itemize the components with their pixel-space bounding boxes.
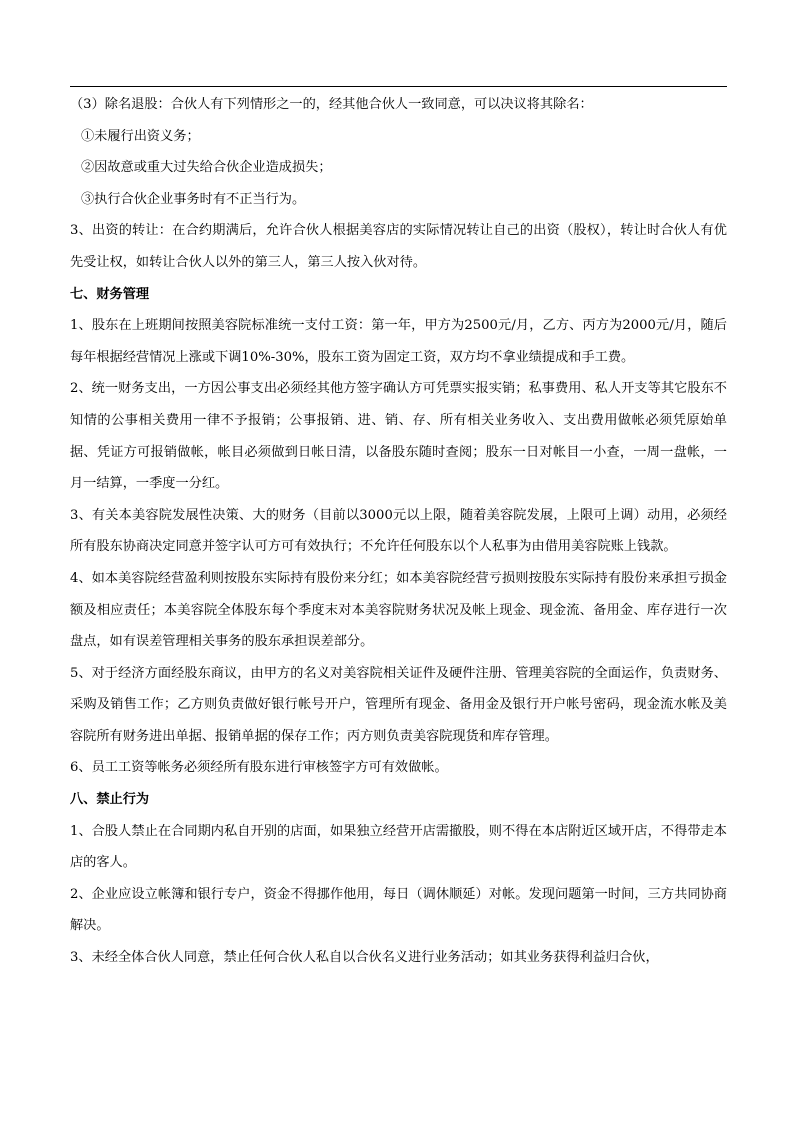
finance-clause-5: 5、对于经济方面经股东商议，由甲方的名义对美容院相关证件及硬件注册、管理美容院的全面运作，负责财务、采购及销售工作；乙方则负责做好银行帐号开户，管理所有现金、备用金及银行开户帐号密码，现金流水帐及美容院所有财务进出单据、报销单据的保存工作；丙方则负责美容院现货和库存管理。 — [70, 665, 727, 744]
capital-transfer-clause: 3、出资的转让：在合约期满后，允许合伙人根据美容店的实际情况转让自己的出资（股权），转让时合伙人有优先受让权，如转让合伙人以外的第三人，第三人按入伙对待。 — [70, 223, 727, 270]
removal-item-3: ③执行合伙企业事务时有不正当行为。 — [81, 191, 306, 207]
removal-clause: （3）除名退股：合伙人有下列情形之一的，经其他合伙人一致同意，可以决议将其除名： — [70, 97, 593, 112]
finance-clause-1: 1、股东在上班期间按照美容院标准统一支付工资：第一年，甲方为2500元/月，乙方、丙方为2000元/月，随后每年根据经营情况上涨或下调10%-30%，股东工资为固定工资，双方均不拿业绩提成和手工费。 — [70, 318, 727, 365]
header-rule — [70, 86, 727, 87]
removal-item-1: ①未履行出资义务； — [81, 128, 200, 144]
finance-clause-2: 2、统一财务支出，一方因公事支出必须经其他方签字确认方可凭票实报实销；私事费用、私人开支等其它股东不知情的公事相关费用一律不予报销；公事报销、进、销、存、所有相关业务收入、支出费用做帐必须凭原始单据、凭证方可报销做帐，帐目必须做到日帐日清，以备股东随时查阅；股东一日对帐目一小查，一周一盘帐，一月一结算，一季度一分红。 — [70, 381, 727, 492]
prohibited-clause-3: 3、未经全体合伙人同意，禁止任何合伙人私自以合伙名义进行业务活动；如其业务获得利益归合伙， — [70, 950, 659, 966]
prohibited-clause-2: 2、企业应设立帐簿和银行专户，资金不得挪作他用，每日（调休顺延）对帐。发现问题第一时间，三方共同协商解决。 — [70, 886, 727, 934]
section-heading-finance: 七、财务管理 — [70, 286, 150, 302]
finance-clause-6: 6、员工工资等帐务必须经所有股东进行审核签字方可有效做帐。 — [70, 760, 448, 776]
document-body — [70, 89, 727, 974]
finance-clause-4: 4、如本美容院经营盈利则按股东实际持有股份来分红；如本美容院经营亏损则按股东实际持有股份来承担亏损金额及相应责任；本美容院全体股东每个季度末对本美容院财务状况及帐上现金、现金流、备用金、库存进行一次盘点，如有误差管理相关事务的股东承担误差部分。 — [70, 570, 727, 650]
section-heading-prohibited: 八、禁止行为 — [70, 792, 150, 808]
finance-clause-3: 3、有关本美容院发展性决策、大的财务（目前以3000元以上限，随着美容院发展，上限可上调）动用，必须经所有股东协商决定同意并签字认可方可有效执行；不允许任何股东以个人私事为由借用美容院账上钱款。 — [70, 507, 727, 555]
removal-item-2: ②因故意或重大过失给合伙企业造成损失； — [81, 160, 332, 176]
prohibited-clause-1: 1、合股人禁止在合同期内私自开别的店面，如果独立经营开店需撤股，则不得在本店附近区域开店，不得带走本店的客人。 — [70, 823, 727, 871]
